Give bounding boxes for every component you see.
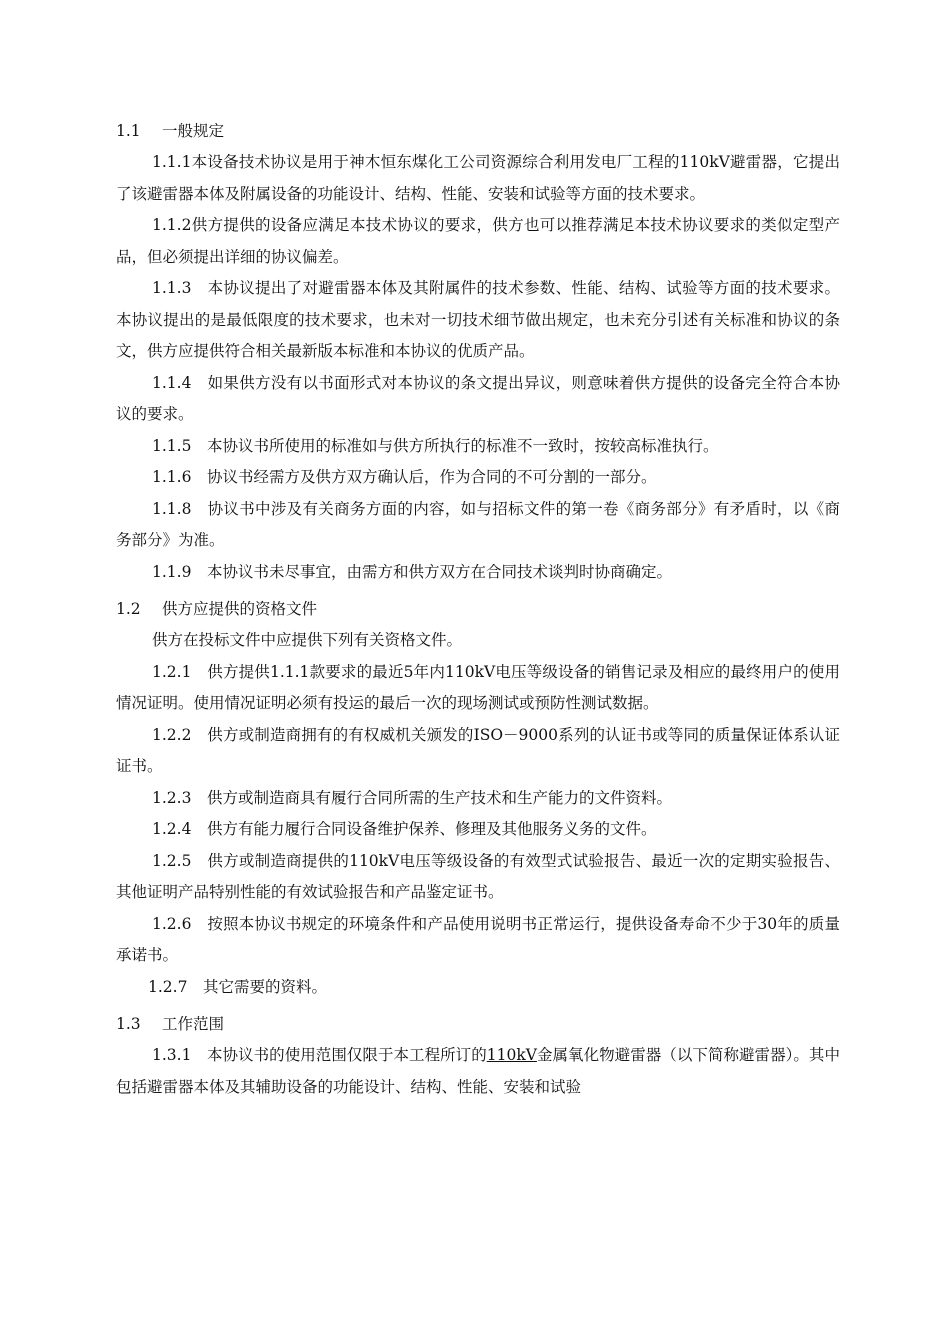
section-title: 供方应提供的资格文件 [162,600,318,618]
section-title: 工作范围 [162,1015,225,1033]
section-title: 一般规定 [162,122,225,140]
clause-1-2-3: 1.2.3 供方或制造商具有履行合同所需的生产技术和生产能力的文件资料。 [152,788,672,807]
clause-text: 1.3.1 本协议书的使用范围仅限于本工程所订的 [152,1046,487,1064]
section-number: 1.2 [116,600,141,618]
section-number: 1.1 [116,122,141,140]
section-intro: 供方在投标文件中应提供下列有关资格文件。 [152,631,463,649]
clause-1-2-1: 1.2.1 供方提供1.1.1款要求的最近5年内110kV电压等级设备的销售记录及相应的最终用户的使用情况证明。使用情况证明必须有投运的最后一次的现场测试或预防性测试数据。 [116,662,840,712]
clause-1-1-5: 1.1.5 本协议书所使用的标准如与供方所执行的标准不一致时，按较高标准执行。 [152,436,719,455]
section-heading-1-1 [116,116,840,147]
clause-1-2-2: 1.2.2 供方或制造商拥有的有权威机关颁发的ISO－9000系列的认证书或等同的质量保证体系认证证书。 [116,725,840,775]
clause-text: 金属氧化物避雷器（以下简称避雷器）。其中包括避雷器本体及其辅助设备的功能设计、结构、性能、安装和试验 [116,1046,840,1096]
clause-1-3-1 [116,1040,840,1103]
clause-1-1-3: 1.1.3 本协议提出了对避雷器本体及其附属件的技术参数、性能、结构、试验等方面的技术要求。本协议提出的是最低限度的技术要求，也未对一切技术细节做出规定，也未充分引述有关标准和协议的条文，供方应提供符合相关最新版本标准和本协议的优质产品。 [116,279,840,360]
document-page [116,112,840,1103]
clause-1-2-7: 1.2.7 其它需要的资料。 [148,977,327,996]
clause-1-1-2: 1.1.2供方提供的设备应满足本技术协议的要求，供方也可以推荐满足本技术协议要求的类似定型产品，但必须提出详细的协议偏差。 [116,216,840,266]
clause-1-1-9: 1.1.9 本协议书未尽事宜，由需方和供方双方在合同技术谈判时协商确定。 [152,562,672,581]
clause-1-2-6: 1.2.6 按照本协议书规定的环境条件和产品使用说明书正常运行，提供设备寿命不少于30年的质量承诺书。 [116,914,840,964]
clause-1-1-6: 1.1.6 协议书经需方及供方双方确认后，作为合同的不可分割的一部分。 [152,468,657,486]
section-number: 1.3 [116,1015,141,1033]
section-heading-1-2 [116,594,840,625]
clause-1-1-1: 1.1.1本设备技术协议是用于神木恒东煤化工公司资源综合利用发电厂工程的110kV避雷器，它提出了该避雷器本体及附属设备的功能设计、结构、性能、安装和试验等方面的技术要求。 [116,153,840,203]
clause-1-2-5: 1.2.5 供方或制造商提供的110kV电压等级设备的有效型式试验报告、最近一次的定期实验报告、其他证明产品特别性能的有效试验报告和产品鉴定证书。 [116,851,840,901]
underlined-voltage: 110kV [486,1046,537,1064]
clause-1-1-8: 1.1.8 协议书中涉及有关商务方面的内容，如与招标文件的第一卷《商务部分》有矛盾时，以《商务部分》为准。 [116,499,840,549]
clause-1-1-4: 1.1.4 如果供方没有以书面形式对本协议的条文提出异议，则意味着供方提供的设备完全符合本协议的要求。 [116,373,840,423]
clause-1-2-4: 1.2.4 供方有能力履行合同设备维护保养、修理及其他服务义务的文件。 [152,820,657,838]
section-heading-1-3 [116,1009,840,1040]
